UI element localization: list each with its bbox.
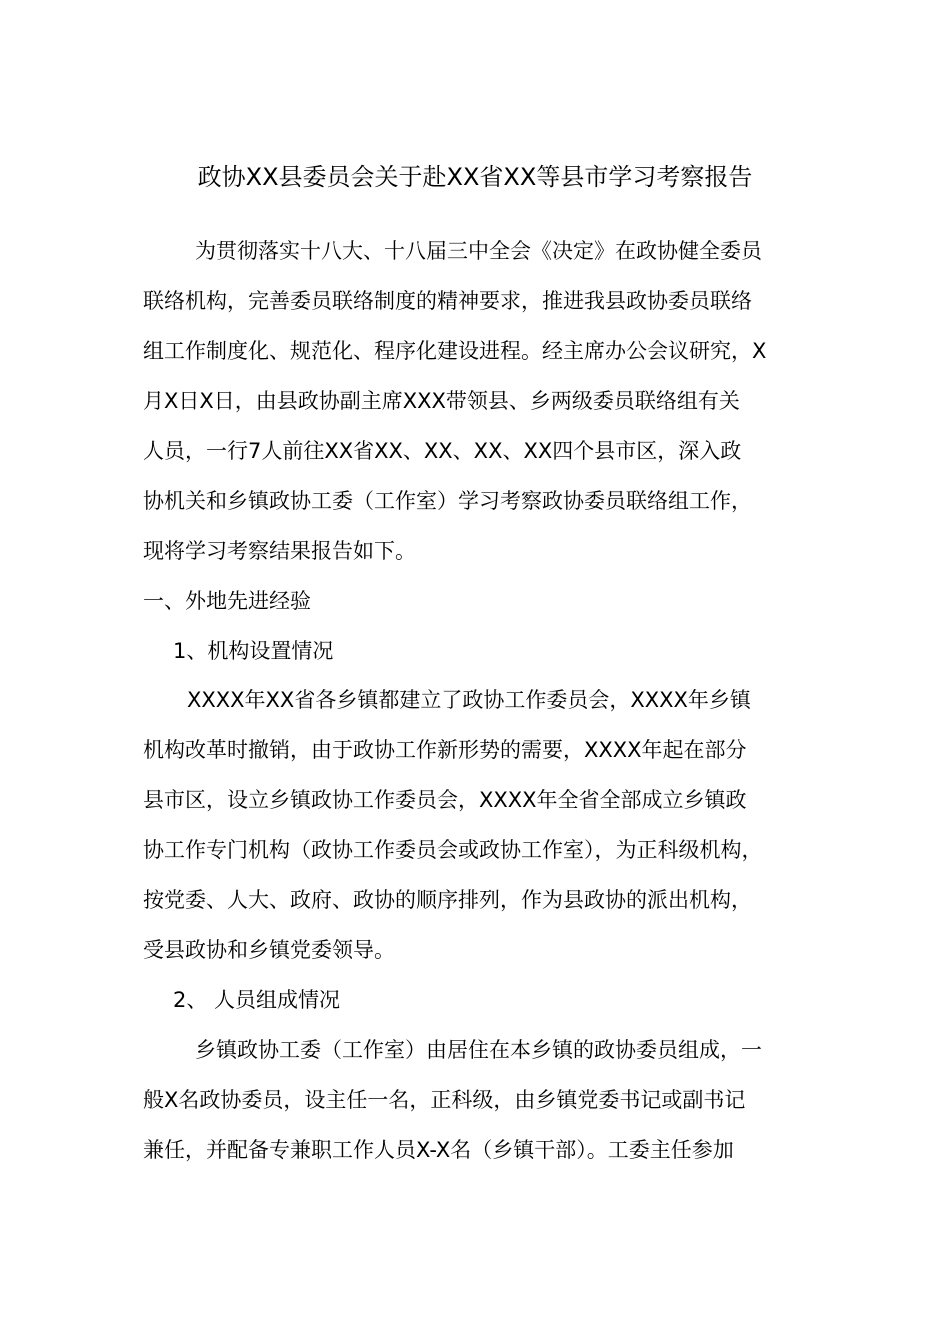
- subsection-2-heading: 2、 人员组成情况: [173, 988, 341, 1012]
- subsection-1-line-5: 按党委、人大、政府、政协的顺序排列，作为县政协的派出机构，: [143, 888, 752, 912]
- intro-line-1: 为贯彻落实十八大、十八届三中全会《决定》在政协健全委员: [195, 239, 762, 263]
- subsection-1-line-2: 机构改革时撤销，由于政协工作新形势的需要，XXXX年起在部分: [143, 738, 747, 762]
- subsection-1-line-3: 县市区，设立乡镇政协工作委员会，XXXX年全省全部成立乡镇政: [143, 788, 747, 812]
- subsection-2-line-3: 兼任，并配备专兼职工作人员X-X名（乡镇干部）。工委主任参加: [143, 1138, 734, 1162]
- subsection-2-line-2: 般X名政协委员，设主任一名，正科级，由乡镇党委书记或副书记: [143, 1088, 746, 1112]
- intro-line-3: 组工作制度化、规范化、程序化建设进程。经主席办公会议研究，X: [143, 339, 767, 363]
- section-1-heading: 一、外地先进经验: [143, 589, 311, 613]
- intro-line-7: 现将学习考察结果报告如下。: [143, 539, 416, 563]
- subsection-2-line-1: 乡镇政协工委（工作室）由居住在本乡镇的政协委员组成，一: [195, 1038, 762, 1062]
- intro-line-5: 人员，一行7人前往XX省XX、XX、XX、XX四个县市区，深入政: [143, 439, 742, 463]
- intro-line-6: 协机关和乡镇政协工委（工作室）学习考察政协委员联络组工作，: [143, 489, 752, 513]
- intro-line-4: 月X日X日，由县政协副主席XXX带领县、乡两级委员联络组有关: [143, 389, 740, 413]
- subsection-1-line-4: 协工作专门机构（政协工作委员会或政协工作室），为正科级机构，: [143, 838, 763, 862]
- intro-line-2: 联络机构，完善委员联络制度的精神要求，推进我县政协委员联络: [143, 289, 752, 313]
- document-title: 政协XX县委员会关于赴XX省XX等县市学习考察报告: [197, 163, 753, 191]
- subsection-1-line-1: XXXX年XX省各乡镇都建立了政协工作委员会，XXXX年乡镇: [187, 688, 751, 712]
- subsection-1-line-6: 受县政协和乡镇党委领导。: [143, 938, 395, 962]
- subsection-1-heading: 1、机构设置情况: [173, 639, 334, 663]
